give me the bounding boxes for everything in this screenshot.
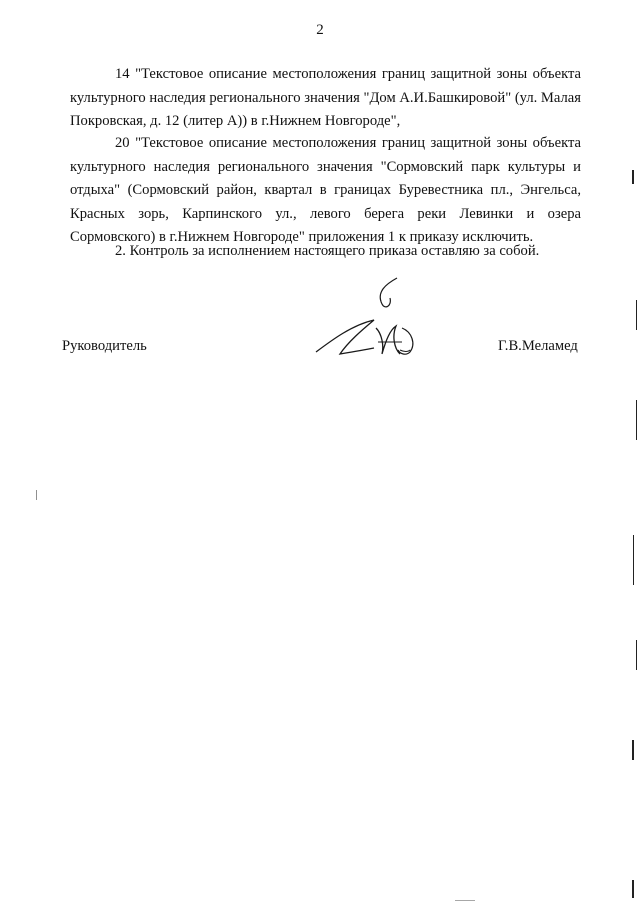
paragraph-item-14: 14 "Текстовое описание местоположения границ защитной зоны объекта культурного наследия регионального значения "Дом А.И.Башкировой" (ул. Малая Покровская, д. 12 (литер А)) в г.Нижнем Новгороде", (70, 66, 581, 129)
scan-artifact (636, 300, 637, 330)
signatory-title: Руководитель (62, 338, 147, 354)
page-number: 2 (316, 22, 324, 38)
scan-artifact (636, 400, 637, 440)
scan-artifact (636, 640, 637, 670)
scan-artifact (633, 535, 634, 585)
scan-artifact (632, 880, 634, 898)
scan-artifact (632, 740, 634, 760)
scan-artifact (632, 170, 634, 184)
paragraph-control: 2. Контроль за исполнением настоящего приказа оставляю за собой. (115, 243, 540, 259)
signatory-name: Г.В.Меламед (498, 338, 578, 354)
scan-artifact (455, 900, 475, 901)
scan-artifact (36, 490, 37, 500)
handwritten-signature (312, 270, 422, 370)
paragraph-item-20: 20 "Текстовое описание местоположения границ защитной зоны объекта культурного наследия регионального значения "Сормовский парк культуры и отдыха" (Сормовский район, квартал в границах Буревестника пл., Энгельса, Красных зорь, Карпинского ул., левого берега реки Левинки и озера Сормовского) в г.Нижнем Новгороде" приложения 1 к приказу исключить. (70, 135, 581, 245)
